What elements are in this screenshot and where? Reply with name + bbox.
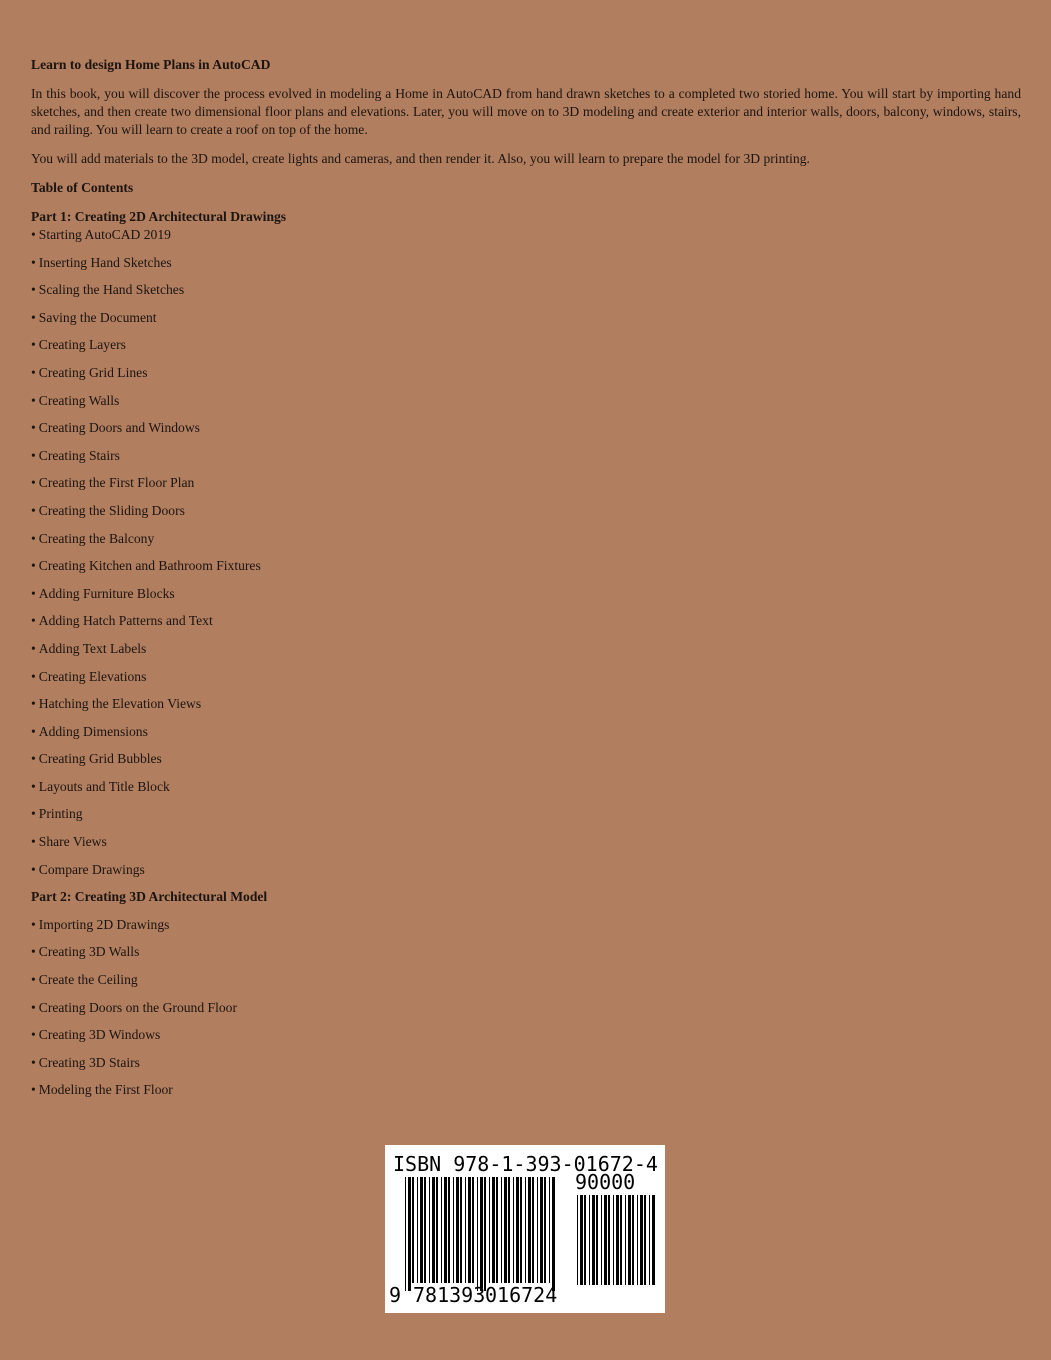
toc-item-label: Creating 3D Stairs bbox=[38, 1054, 140, 1070]
toc-item bbox=[31, 530, 1021, 558]
barcode-bar bbox=[405, 1177, 406, 1291]
bullet-icon: • bbox=[31, 861, 36, 877]
toc-item-label: Importing 2D Drawings bbox=[38, 916, 170, 932]
toc-item bbox=[31, 557, 1021, 585]
barcode-bar bbox=[472, 1177, 474, 1283]
toc-item-label: Inserting Hand Sketches bbox=[38, 254, 172, 270]
barcode-bar bbox=[465, 1177, 466, 1283]
toc-item-label: Creating Grid Lines bbox=[38, 364, 148, 380]
bullet-icon: • bbox=[31, 640, 36, 656]
toc-item-label: Creating Elevations bbox=[38, 668, 147, 684]
bullet-icon: • bbox=[31, 227, 36, 242]
toc-item-label: Hatching the Elevation Views bbox=[38, 696, 202, 712]
barcode-bar bbox=[453, 1177, 454, 1283]
barcode-bar bbox=[604, 1195, 607, 1285]
barcode-bar bbox=[444, 1177, 447, 1283]
barcode-bar bbox=[625, 1195, 626, 1285]
toc-item-label: Creating Layers bbox=[38, 337, 126, 353]
barcode-bar bbox=[580, 1195, 583, 1285]
bullet-icon: • bbox=[31, 834, 36, 850]
bullet-icon: • bbox=[31, 254, 36, 270]
barcode-bar bbox=[537, 1177, 538, 1283]
toc-item bbox=[31, 1081, 1021, 1109]
back-cover-text bbox=[31, 56, 1021, 1109]
barcode-bar bbox=[460, 1177, 462, 1283]
bullet-icon: • bbox=[31, 751, 36, 767]
toc-item-label: Creating Walls bbox=[38, 392, 120, 408]
bullet-icon: • bbox=[31, 282, 36, 298]
toc-item-label: Modeling the First Floor bbox=[38, 1082, 173, 1098]
barcode-bar bbox=[525, 1177, 526, 1283]
barcode-bar bbox=[480, 1177, 483, 1291]
barcode-graphic bbox=[385, 1145, 665, 1313]
toc-item bbox=[31, 281, 1021, 309]
barcode-bar bbox=[552, 1177, 555, 1291]
barcode-bar bbox=[424, 1177, 426, 1283]
toc-item-label: Adding Text Labels bbox=[38, 640, 147, 656]
intro-paragraph-1: In this book, you will discover the process evolved in modeling a Home in AutoCAD from hand drawn sketches to a completed two storied home. You will start by importing hand sketches, and then create two dimensional floor plans and elevations. Later, you will move on to 3D modeling and create exterior and interior walls, doors, balcony, windows, stairs, and railing. You will learn to create a roof on top of the home. bbox=[31, 86, 1021, 137]
toc-item-label: Adding Furniture Blocks bbox=[38, 585, 175, 601]
toc-item bbox=[31, 336, 1021, 364]
ean-group-2: 016724 bbox=[485, 1283, 558, 1307]
barcode-bar bbox=[584, 1195, 586, 1285]
barcode-bar bbox=[513, 1177, 514, 1283]
toc-item-label: Creating Grid Bubbles bbox=[38, 751, 162, 767]
barcode-bar bbox=[577, 1195, 578, 1285]
barcode-bar bbox=[616, 1195, 619, 1285]
bullet-icon: • bbox=[31, 502, 36, 518]
addon-number: 90000 bbox=[575, 1170, 636, 1194]
barcode-bar bbox=[644, 1195, 646, 1285]
toc-item bbox=[31, 1054, 1021, 1082]
barcode-bar bbox=[468, 1177, 471, 1283]
barcode-bar bbox=[417, 1177, 418, 1283]
barcode-bar bbox=[492, 1177, 495, 1283]
toc-item-label: Share Views bbox=[38, 834, 107, 850]
toc-item bbox=[31, 916, 1021, 944]
isbn-barcode bbox=[385, 1145, 665, 1313]
barcode-bar bbox=[540, 1177, 543, 1283]
bullet-icon: • bbox=[31, 1082, 36, 1098]
toc-item bbox=[31, 971, 1021, 999]
toc-item-label: Creating Stairs bbox=[38, 447, 120, 463]
barcode-bar bbox=[420, 1177, 423, 1283]
toc-item bbox=[31, 999, 1021, 1027]
bullet-icon: • bbox=[31, 392, 36, 408]
toc-item bbox=[31, 226, 1021, 254]
toc-item bbox=[31, 640, 1021, 668]
toc-item bbox=[31, 805, 1021, 833]
isbn-label: ISBN 978-1-393-01672-4 bbox=[393, 1152, 658, 1176]
barcode-bar bbox=[441, 1177, 442, 1283]
addon-bars bbox=[577, 1195, 655, 1285]
barcode-bar bbox=[637, 1195, 638, 1285]
toc-item bbox=[31, 943, 1021, 971]
toc-item bbox=[31, 364, 1021, 392]
part1-list bbox=[31, 226, 1021, 888]
toc-item bbox=[31, 833, 1021, 861]
toc-item-label: Layouts and Title Block bbox=[38, 778, 170, 794]
toc-item-label: Creating the First Floor Plan bbox=[38, 475, 195, 491]
barcode-bar bbox=[628, 1195, 631, 1285]
barcode-bar bbox=[592, 1195, 595, 1285]
bullet-icon: • bbox=[31, 558, 36, 574]
bullet-icon: • bbox=[31, 585, 36, 601]
toc-item bbox=[31, 309, 1021, 337]
barcode-bar bbox=[412, 1177, 414, 1283]
toc-item bbox=[31, 695, 1021, 723]
barcode-bar bbox=[501, 1177, 502, 1283]
barcode-bar bbox=[528, 1177, 531, 1283]
part2-list bbox=[31, 916, 1021, 1109]
bullet-icon: • bbox=[31, 916, 36, 932]
toc-title: Table of Contents bbox=[31, 180, 134, 195]
bullet-icon: • bbox=[31, 806, 36, 822]
barcode-bar bbox=[432, 1177, 435, 1283]
barcode-bar bbox=[520, 1177, 522, 1283]
barcode-bar bbox=[508, 1177, 510, 1283]
barcode-bar bbox=[456, 1177, 459, 1283]
barcode-bar bbox=[477, 1177, 478, 1291]
toc-item-label: Printing bbox=[38, 806, 83, 822]
barcode-bar bbox=[589, 1195, 590, 1285]
bullet-icon: • bbox=[31, 364, 36, 380]
bullet-icon: • bbox=[31, 447, 36, 463]
barcode-bar bbox=[549, 1177, 550, 1283]
toc-item-label: Creating Doors on the Ground Floor bbox=[38, 999, 237, 1015]
main-bars bbox=[405, 1177, 555, 1291]
toc-item-label: Adding Hatch Patterns and Text bbox=[38, 613, 213, 629]
toc-item bbox=[31, 447, 1021, 475]
bullet-icon: • bbox=[31, 668, 36, 684]
toc-item bbox=[31, 612, 1021, 640]
bullet-icon: • bbox=[31, 999, 36, 1015]
toc-item-label: Creating Kitchen and Bathroom Fixtures bbox=[38, 558, 261, 574]
bullet-icon: • bbox=[31, 696, 36, 712]
barcode-bar bbox=[640, 1195, 643, 1285]
barcode-bar bbox=[436, 1177, 438, 1283]
barcode-bar bbox=[516, 1177, 519, 1283]
book-title: Learn to design Home Plans in AutoCAD bbox=[31, 57, 271, 72]
toc-item-label: Saving the Document bbox=[38, 309, 157, 325]
bullet-icon: • bbox=[31, 337, 36, 353]
toc-item bbox=[31, 254, 1021, 282]
barcode-bar bbox=[544, 1177, 546, 1283]
barcode-bar bbox=[484, 1177, 486, 1291]
toc-item bbox=[31, 392, 1021, 420]
barcode-bar bbox=[608, 1195, 610, 1285]
barcode-bar bbox=[429, 1177, 430, 1283]
barcode-bar bbox=[532, 1177, 534, 1283]
toc-item-label: Creating the Balcony bbox=[38, 530, 155, 546]
barcode-bar bbox=[620, 1195, 622, 1285]
toc-item bbox=[31, 668, 1021, 696]
toc-item-label: Creating Doors and Windows bbox=[38, 420, 200, 436]
bullet-icon: • bbox=[31, 944, 36, 960]
toc-item bbox=[31, 585, 1021, 613]
barcode-bar bbox=[496, 1177, 498, 1283]
toc-item-label: Scaling the Hand Sketches bbox=[38, 282, 185, 298]
toc-item bbox=[31, 419, 1021, 447]
toc-item-label: Creating 3D Windows bbox=[38, 1027, 161, 1043]
toc-item-label: Create the Ceiling bbox=[38, 972, 138, 988]
bullet-icon: • bbox=[31, 1027, 36, 1043]
bullet-icon: • bbox=[31, 475, 36, 491]
toc-item bbox=[31, 778, 1021, 806]
barcode-bar bbox=[504, 1177, 507, 1283]
toc-item-label: Creating the Sliding Doors bbox=[38, 502, 185, 518]
toc-item bbox=[31, 1026, 1021, 1054]
bullet-icon: • bbox=[31, 309, 36, 325]
bullet-icon: • bbox=[31, 723, 36, 739]
ean-group-1: 781393 bbox=[413, 1283, 486, 1307]
barcode-bar bbox=[649, 1195, 650, 1285]
toc-item bbox=[31, 861, 1021, 889]
toc-item-label: Creating 3D Walls bbox=[38, 944, 140, 960]
bullet-icon: • bbox=[31, 1054, 36, 1070]
part2-title: Part 2: Creating 3D Architectural Model bbox=[31, 889, 268, 905]
barcode-bar bbox=[601, 1195, 602, 1285]
ean-first-digit: 9 bbox=[389, 1283, 402, 1307]
toc-item bbox=[31, 750, 1021, 778]
bullet-icon: • bbox=[31, 530, 36, 546]
intro-paragraph-2: You will add materials to the 3D model, create lights and cameras, and then render it. Also, you will learn to prepare the model for 3D printing. bbox=[31, 151, 810, 166]
toc-item bbox=[31, 723, 1021, 751]
barcode-bar bbox=[489, 1177, 490, 1283]
bullet-icon: • bbox=[31, 613, 36, 629]
bullet-icon: • bbox=[31, 420, 36, 436]
bullet-icon: • bbox=[31, 778, 36, 794]
barcode-bar bbox=[632, 1195, 634, 1285]
toc-item bbox=[31, 474, 1021, 502]
toc-item bbox=[31, 502, 1021, 530]
barcode-bar bbox=[596, 1195, 598, 1285]
toc-item-label: Compare Drawings bbox=[38, 861, 145, 877]
toc-item-label: Starting AutoCAD 2019 bbox=[38, 227, 171, 242]
toc-item-label: Adding Dimensions bbox=[38, 723, 148, 739]
barcode-bar bbox=[408, 1177, 411, 1291]
barcode-bar bbox=[448, 1177, 450, 1283]
barcode-bar bbox=[652, 1195, 655, 1285]
part1-title: Part 1: Creating 2D Architectural Drawings bbox=[31, 209, 287, 224]
barcode-bar bbox=[613, 1195, 614, 1285]
bullet-icon: • bbox=[31, 972, 36, 988]
